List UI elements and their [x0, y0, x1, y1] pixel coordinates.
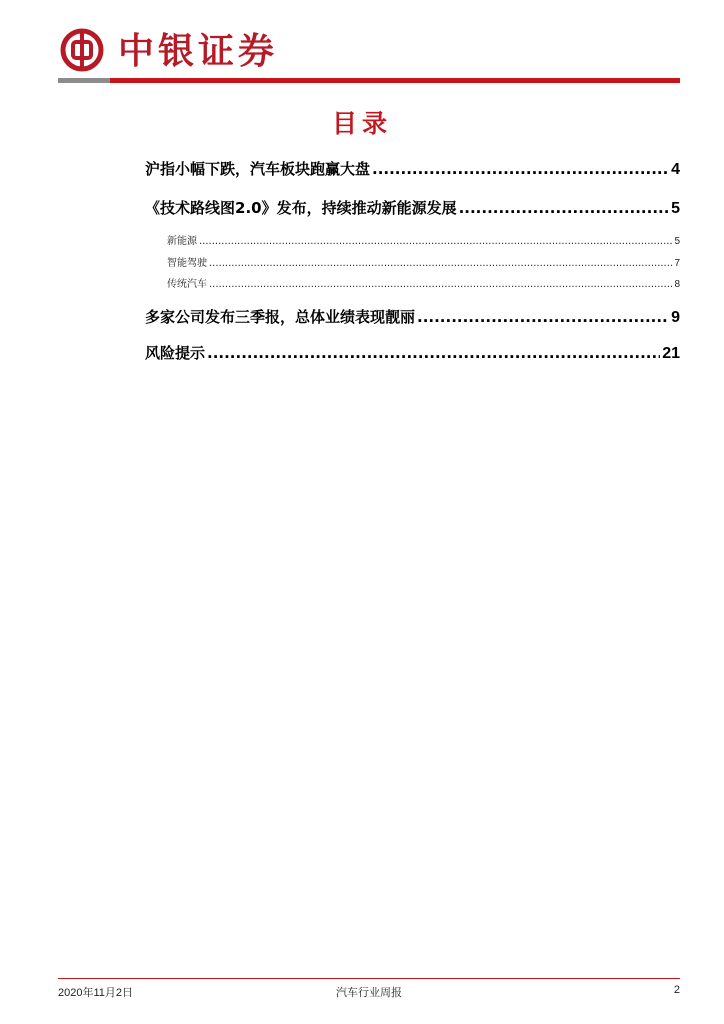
toc-entry-label: 《技术路线图2.0》发布，持续推动新能源发展	[145, 199, 457, 217]
toc-entry-page: 8	[674, 279, 680, 290]
toc-entry-label: 沪指小幅下跌，汽车板块跑赢大盘	[145, 160, 371, 178]
dot-leader	[209, 279, 672, 290]
footer-rule	[58, 978, 680, 979]
toc-entry[interactable]	[145, 197, 680, 218]
dot-leader	[372, 160, 669, 178]
report-date: 2020年11月2日	[58, 987, 134, 999]
page-header	[58, 22, 680, 84]
toc-entry-label: 多家公司发布三季报，总体业绩表现靓丽	[145, 308, 416, 326]
toc-entry[interactable]	[145, 158, 680, 179]
page-number: 2	[673, 984, 680, 996]
dot-leader	[459, 199, 670, 217]
toc-subentry[interactable]	[167, 232, 680, 247]
toc-entry-page: 21	[662, 345, 680, 362]
toc-entry-label: 新能源	[167, 236, 197, 247]
header-rule-gray	[58, 78, 110, 83]
header-rule-red	[110, 78, 680, 83]
toc-entry-label: 风险提示	[145, 344, 206, 362]
brand-name: 中银证券	[118, 30, 279, 72]
toc-entry[interactable]	[145, 306, 680, 327]
toc-entry-page: 9	[671, 309, 680, 326]
toc-subentry[interactable]	[167, 254, 680, 269]
toc-title: 目录	[331, 109, 392, 138]
toc-entry-page: 5	[671, 200, 680, 217]
dot-leader	[207, 344, 660, 362]
bank-of-china-logo-icon	[60, 28, 104, 72]
toc-entry-page: 7	[674, 258, 680, 269]
toc-entry-page: 5	[674, 236, 680, 247]
dot-leader	[199, 236, 672, 247]
report-name: 汽车行业周报	[336, 987, 402, 999]
dot-leader	[209, 258, 672, 269]
toc-subentry[interactable]	[167, 275, 680, 290]
toc-entry-label: 传统汽车	[167, 279, 207, 290]
toc-entry[interactable]	[145, 342, 680, 363]
toc-entry-page: 4	[671, 161, 680, 178]
toc-entry-label: 智能驾驶	[167, 258, 207, 269]
dot-leader	[417, 308, 669, 326]
